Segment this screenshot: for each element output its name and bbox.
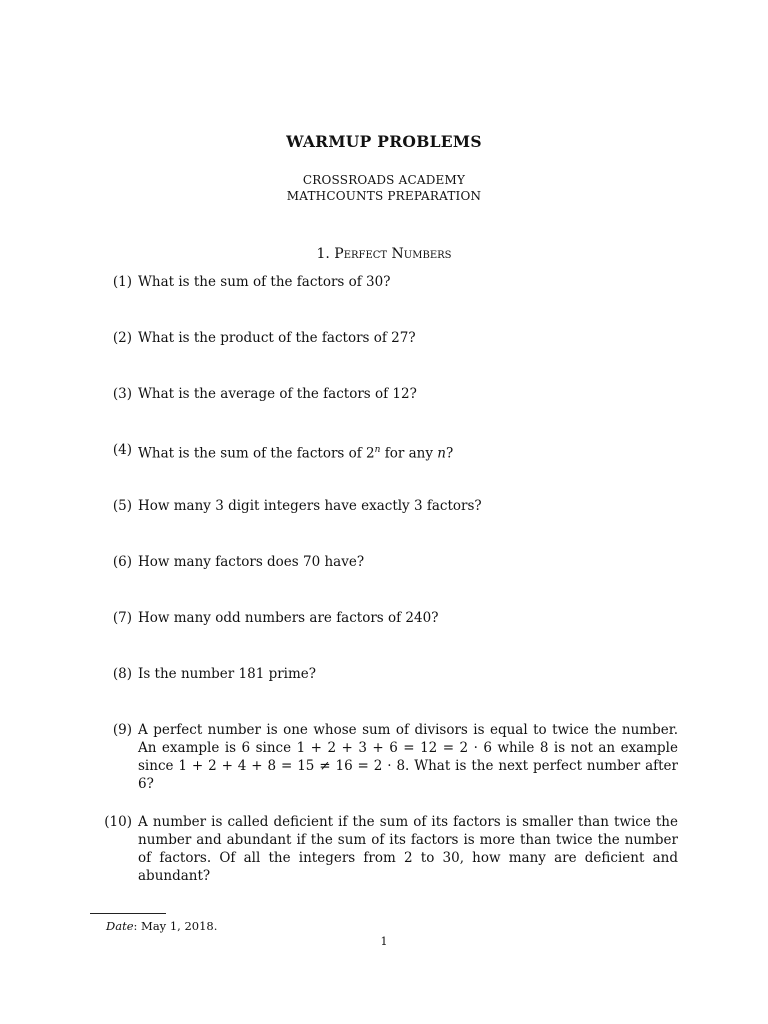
- problem-number: (2): [112, 330, 132, 346]
- problem-text: What is the average of the factors of 12?: [138, 386, 417, 402]
- section-number: 1.: [316, 246, 330, 262]
- problem-text: What is the product of the factors of 27?: [138, 330, 416, 346]
- footnote-text: : May 1, 2018.: [133, 919, 218, 933]
- problem-text: A number is called deficient if the sum of its factors is smaller than twice the number and abundant if the sum of its factors is more than twice the number of factors. Of all the integers from 2 to 30, how many are deficient and abundant?: [138, 814, 678, 884]
- problem-number: (6): [112, 554, 132, 570]
- footnote-rule: [90, 913, 166, 914]
- problem-number: (1): [112, 274, 132, 290]
- course-line: MATHCOUNTS PREPARATION: [286, 189, 482, 203]
- problem-text: How many factors does 70 have?: [138, 554, 365, 570]
- footnote-label: Date: [106, 919, 134, 933]
- problem-text: What is the sum of the factors of 2$^n$ for any n?: [138, 445, 454, 462]
- variable: n: [437, 445, 446, 462]
- problem-number: (7): [112, 610, 132, 626]
- problem-text: How many 3 digit integers have exactly 3 factors?: [138, 498, 482, 514]
- problem-text: A perfect number is one whose sum of divisors is equal to twice the number. An example is 6 since 1 + 2 + 3 + 6 = 12 = 2 · 6 while 8 is not an example since 1 + 2 + 4 + 8 = 15 ≠ 16 = 2 · 8. What is the next perfect number after 6?: [138, 722, 678, 792]
- section-title: Perfect Numbers: [334, 246, 452, 262]
- section-heading: [0, 246, 768, 262]
- problem-text: Is the number 181 prime?: [138, 666, 317, 682]
- problem-text: What is the sum of the factors of 30?: [138, 274, 391, 290]
- footnote: [106, 919, 217, 933]
- problem-number: (4): [112, 442, 132, 458]
- problem-number: (5): [112, 498, 132, 514]
- problem-number: (8): [112, 666, 132, 682]
- author-line: CROSSROADS ACADEMY: [302, 173, 466, 187]
- exponent: n: [374, 445, 381, 455]
- page-number: 1: [380, 935, 388, 948]
- problem-number: (10): [104, 814, 132, 830]
- document-title: WARMUP PROBLEMS: [286, 132, 482, 151]
- problem-number: (9): [112, 722, 132, 738]
- problem-number: (3): [112, 386, 132, 402]
- problem-text: How many odd numbers are factors of 240?: [138, 610, 439, 626]
